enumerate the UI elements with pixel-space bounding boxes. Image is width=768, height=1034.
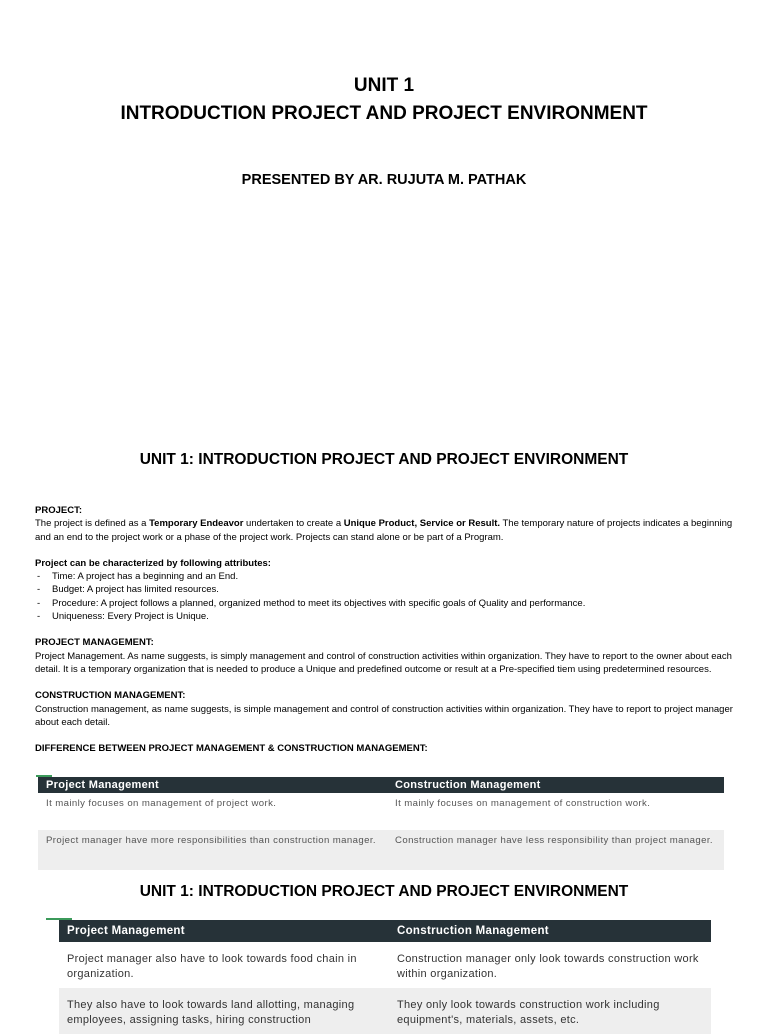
table-header: Project Management	[59, 920, 389, 942]
table-cell: Project manager also have to look towards food chain in organization.	[67, 953, 357, 980]
list-item: - Time: A project has a beginning and an End.	[35, 570, 740, 583]
cm-text: Construction management, as name suggests, is simple management and control of construction activities within organization. They have to report to project manager about each detail.	[35, 703, 733, 728]
table-row	[59, 988, 711, 1034]
table-cell: They only look towards construction work including equipment's, materials, assets, etc.	[389, 988, 711, 1034]
page2-heading: UNIT 1: INTRODUCTION PROJECT AND PROJECT ENVIRONMENT	[139, 451, 629, 468]
table-cell: Construction manager have less responsibility than project manager.	[387, 830, 724, 870]
pm-heading: PROJECT MANAGEMENT:	[35, 637, 154, 649]
table-cell: It mainly focuses on management of construction work.	[395, 798, 651, 809]
table-header: Construction Management	[387, 777, 724, 793]
table-cell: Construction manager only look towards construction work within organization.	[397, 953, 699, 980]
table-row	[38, 830, 724, 870]
comparison-table-2	[59, 920, 711, 1034]
comparison-table-1	[38, 777, 724, 870]
cover-presenter: PRESENTED BY AR. RUJUTA M. PATHAK	[241, 172, 527, 188]
project-heading: PROJECT:	[35, 505, 82, 516]
project-definition: The project is defined as a Temporary Endeavor undertaken to create a Unique Product, Service or Result. The temporary nature of projects indicates a beginning and an end to the project work or a phase of the project work. Projects can stand alone or be part of a Program.	[35, 518, 733, 543]
table-cell: It mainly focuses on management of project work.	[46, 798, 277, 809]
table-cell: Project manager have more responsibilities than construction manager.	[38, 830, 387, 870]
page2-body	[35, 504, 740, 755]
cm-heading: CONSTRUCTION MANAGEMENT:	[35, 690, 186, 702]
attributes-heading: Project can be characterized by following attributes:	[35, 557, 271, 569]
table-header: Project Management	[38, 777, 387, 793]
table-row	[38, 793, 724, 830]
list-item: - Uniqueness: Every Project is Unique.	[35, 610, 740, 623]
pm-text: Project Management. As name suggests, is simply management and control of construction activities within organization. They have to report to the owner about each detail. It is a temporary organization that is needed to produce a Unique and predefined outcome or result at a Pre-specified tiem using predetermined resources.	[35, 650, 732, 675]
table-header: Construction Management	[389, 920, 711, 942]
table-cell: They also have to look towards land allotting, managing employees, assigning tasks, hiring construction	[59, 988, 389, 1034]
list-item: - Procedure: A project follows a planned, organized method to meet its objectives with specific goals of Quality and performance.	[35, 597, 740, 610]
attributes-list	[35, 570, 740, 623]
page3-heading: UNIT 1: INTRODUCTION PROJECT AND PROJECT ENVIRONMENT	[139, 883, 629, 900]
cover-unit: UNIT 1	[353, 75, 415, 96]
table-row	[59, 942, 711, 988]
difference-heading: DIFFERENCE BETWEEN PROJECT MANAGEMENT & CONSTRUCTION MANAGEMENT:	[35, 743, 428, 755]
list-item: - Budget: A project has limited resources.	[35, 583, 740, 596]
cover-title: INTRODUCTION PROJECT AND PROJECT ENVIRONMENT	[120, 103, 648, 124]
